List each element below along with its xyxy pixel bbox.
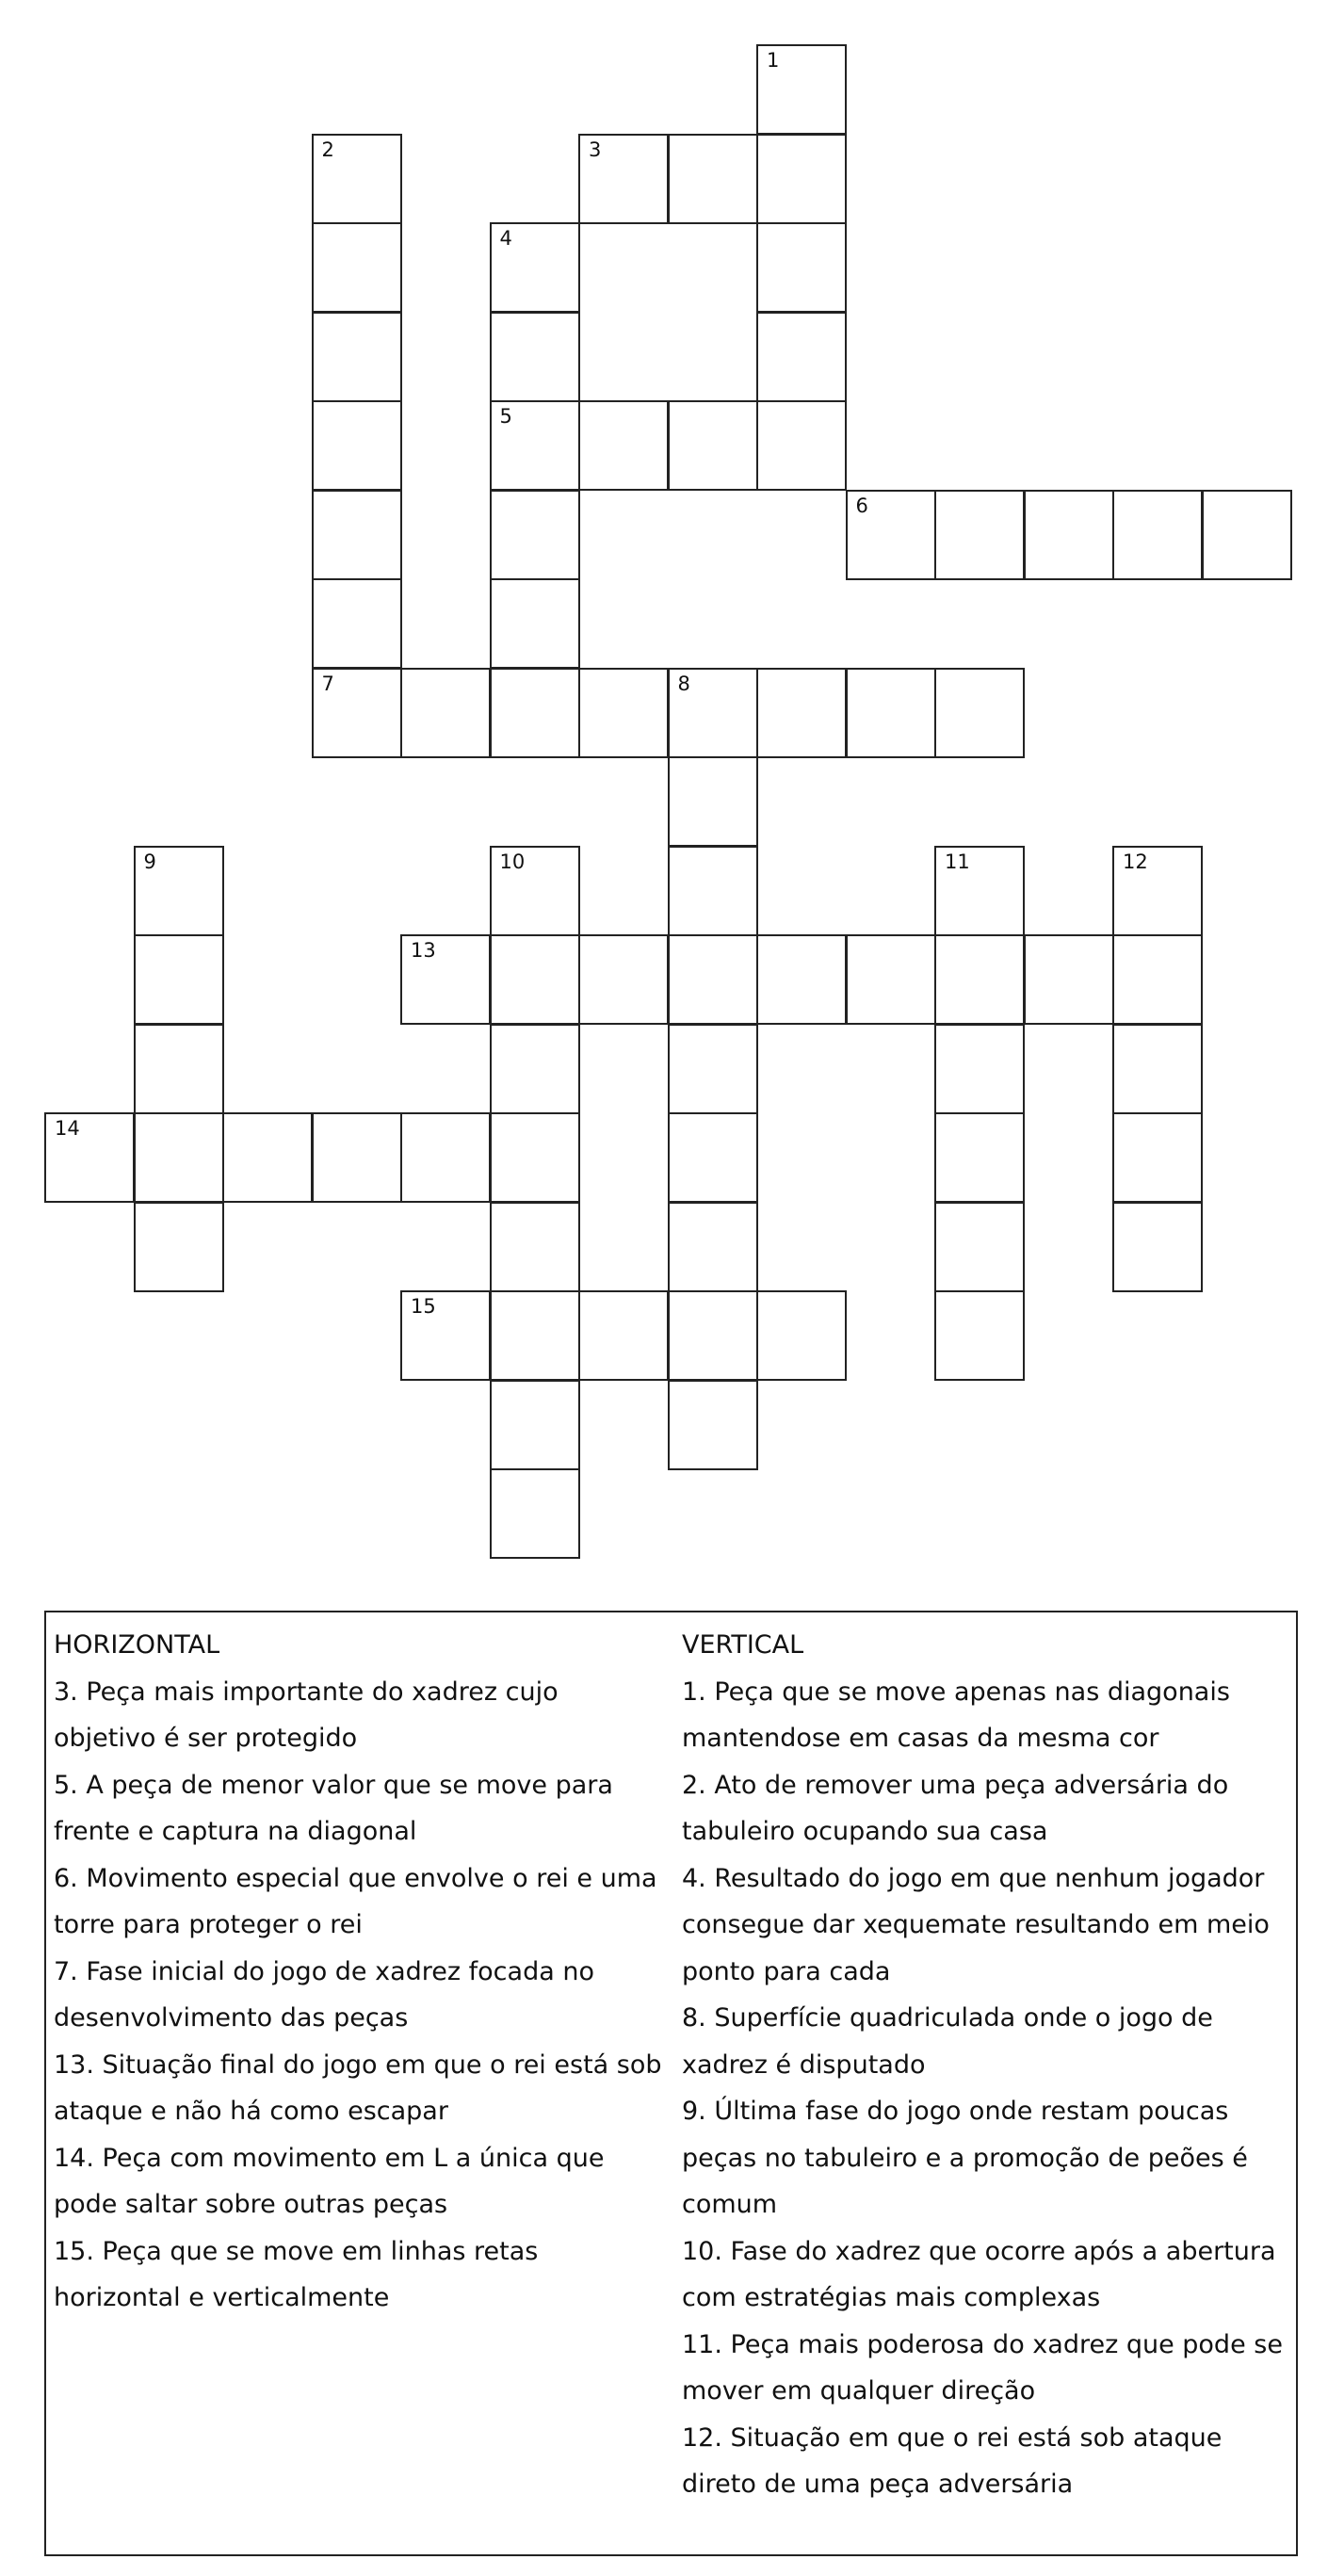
clue-number: 1 [767, 49, 780, 72]
crossword-cell[interactable] [490, 312, 580, 402]
horizontal-clue: 15. Peça que se move em linhas retas horizontal e verticalmente [54, 2236, 539, 2312]
horizontal-clue: 14. Peça com movimento em L a única que pode saltar sobre outras peças [54, 2143, 605, 2219]
crossword-cell[interactable] [222, 1112, 313, 1203]
crossword-cell[interactable] [934, 668, 1025, 758]
crossword-cell[interactable] [490, 668, 580, 758]
crossword-cell[interactable] [846, 934, 936, 1025]
vertical-clue: 1. Peça que se move apenas nas diagonais mantendose em casas da mesma cor [682, 1677, 1230, 1753]
crossword-cell[interactable] [578, 1290, 669, 1381]
horizontal-clues-column [54, 1622, 666, 2322]
clue-number: 4 [499, 227, 512, 250]
crossword-cell[interactable] [668, 846, 758, 936]
crossword-cell[interactable] [134, 934, 224, 1025]
vertical-clue: 2. Ato de remover uma peça adversária do tabuleiro ocupando sua casa [682, 1770, 1229, 1846]
crossword-cell[interactable] [312, 490, 402, 580]
crossword-cell[interactable] [312, 312, 402, 402]
vertical-clue: 11. Peça mais poderosa do xadrez que pode se mover em qualquer direção [682, 2329, 1283, 2406]
horizontal-clue: 7. Fase inicial do jogo de xadrez focada no desenvolvimento das peças [54, 1956, 594, 2033]
crossword-cell[interactable] [1112, 846, 1203, 936]
crossword-cell[interactable] [578, 934, 669, 1025]
crossword-cell[interactable] [934, 490, 1025, 580]
clues-panel [44, 1611, 1298, 2556]
crossword-cell[interactable] [1112, 1112, 1203, 1203]
crossword-cell[interactable] [1024, 490, 1114, 580]
crossword-cell[interactable] [668, 668, 758, 758]
vertical-clue: 10. Fase do xadrez que ocorre após a abertura com estratégias mais complexas [682, 2236, 1276, 2312]
crossword-cell[interactable] [134, 1024, 224, 1114]
crossword-cell[interactable] [756, 222, 847, 313]
vertical-clue: 8. Superfície quadriculada onde o jogo de xadrez é disputado [682, 2003, 1213, 2080]
crossword-cell[interactable] [1202, 490, 1292, 580]
crossword-cell[interactable] [490, 222, 580, 313]
crossword-cell[interactable] [400, 1290, 491, 1381]
crossword-cell[interactable] [756, 1290, 847, 1381]
crossword-cell[interactable] [400, 1112, 491, 1203]
crossword-cell[interactable] [934, 1112, 1025, 1203]
crossword-cell[interactable] [668, 1202, 758, 1292]
crossword-cell[interactable] [668, 400, 758, 491]
crossword-cell[interactable] [312, 134, 402, 224]
crossword-cell[interactable] [312, 578, 402, 669]
crossword-cell[interactable] [490, 846, 580, 936]
crossword-cell[interactable] [668, 756, 758, 847]
crossword-cell[interactable] [756, 934, 847, 1025]
clue-number: 11 [945, 850, 970, 873]
vertical-clue: 4. Resultado do jogo em que nenhum jogador consegue dar xequemate resultando em meio ponto para cada [682, 1863, 1270, 1986]
crossword-cell[interactable] [578, 668, 669, 758]
horizontal-clue: 3. Peça mais importante do xadrez cujo objetivo é ser protegido [54, 1677, 559, 1753]
crossword-cell[interactable] [490, 1468, 580, 1559]
vertical-clue: 12. Situação em que o rei está sob ataque direto de uma peça adversária [682, 2422, 1223, 2499]
crossword-cell[interactable] [668, 934, 758, 1025]
crossword-cell[interactable] [490, 578, 580, 669]
crossword-cell[interactable] [668, 1024, 758, 1114]
vertical-heading: VERTICAL [682, 1630, 804, 1660]
horizontal-clue: 5. A peça de menor valor que se move para frente e captura na diagonal [54, 1770, 613, 1846]
crossword-cell[interactable] [1024, 934, 1114, 1025]
clue-number: 8 [677, 672, 690, 695]
crossword-cell[interactable] [134, 1112, 224, 1203]
clue-number: 2 [321, 138, 334, 161]
clue-number: 9 [143, 850, 156, 873]
crossword-cell[interactable] [134, 1202, 224, 1292]
crossword-cell[interactable] [134, 846, 224, 936]
crossword-cell[interactable] [1112, 1024, 1203, 1114]
crossword-cell[interactable] [44, 1112, 135, 1203]
crossword-cell[interactable] [490, 490, 580, 580]
clue-number: 6 [855, 494, 868, 517]
clue-number: 3 [589, 138, 602, 161]
crossword-cell[interactable] [312, 400, 402, 491]
crossword-cell[interactable] [1112, 1202, 1203, 1292]
crossword-cell[interactable] [490, 1112, 580, 1203]
horizontal-clue: 13. Situação final do jogo em que o rei está sob ataque e não há como escapar [54, 2049, 662, 2126]
crossword-cell[interactable] [1112, 490, 1203, 580]
crossword-cell[interactable] [490, 1380, 580, 1470]
crossword-cell[interactable] [934, 934, 1025, 1025]
crossword-cell[interactable] [934, 1024, 1025, 1114]
crossword-cell[interactable] [578, 134, 669, 224]
clue-number: 15 [411, 1295, 436, 1318]
crossword-cell[interactable] [578, 400, 669, 491]
clue-number: 10 [499, 850, 526, 873]
clue-number: 7 [321, 672, 334, 695]
crossword-cell[interactable] [490, 934, 580, 1025]
horizontal-heading: HORIZONTAL [54, 1630, 220, 1660]
crossword-cell[interactable] [756, 134, 847, 224]
crossword-cell[interactable] [668, 1290, 758, 1381]
clue-number: 13 [411, 939, 436, 962]
crossword-cell[interactable] [934, 1290, 1025, 1381]
crossword-cell[interactable] [400, 668, 491, 758]
crossword-cell[interactable] [668, 1380, 758, 1470]
crossword-cell[interactable] [312, 1112, 402, 1203]
crossword-cell[interactable] [490, 1290, 580, 1381]
crossword-cell[interactable] [846, 490, 936, 580]
crossword-cell[interactable] [756, 668, 847, 758]
crossword-cell[interactable] [490, 1024, 580, 1114]
horizontal-clue: 6. Movimento especial que envolve o rei e uma torre para proteger o rei [54, 1863, 657, 1939]
crossword-cell[interactable] [1112, 934, 1203, 1025]
clue-number: 12 [1123, 850, 1148, 873]
crossword-cell[interactable] [756, 400, 847, 491]
crossword-cell[interactable] [668, 134, 758, 224]
crossword-cell[interactable] [846, 668, 936, 758]
crossword-cell[interactable] [934, 1202, 1025, 1292]
clue-number: 5 [499, 405, 512, 428]
crossword-cell[interactable] [490, 1202, 580, 1292]
vertical-clue: 9. Última fase do jogo onde restam poucas peças no tabuleiro e a promoção de peões é comum [682, 2097, 1248, 2219]
clue-number: 14 [55, 1117, 80, 1140]
vertical-clues-column [682, 1622, 1285, 2508]
crossword-cell[interactable] [668, 1112, 758, 1203]
crossword-cell[interactable] [312, 222, 402, 313]
crossword-cell[interactable] [756, 44, 847, 135]
crossword-cell[interactable] [490, 400, 580, 491]
crossword-cell[interactable] [312, 668, 402, 758]
crossword-cell[interactable] [756, 312, 847, 402]
crossword-cell[interactable] [934, 846, 1025, 936]
crossword-cell[interactable] [400, 934, 491, 1025]
